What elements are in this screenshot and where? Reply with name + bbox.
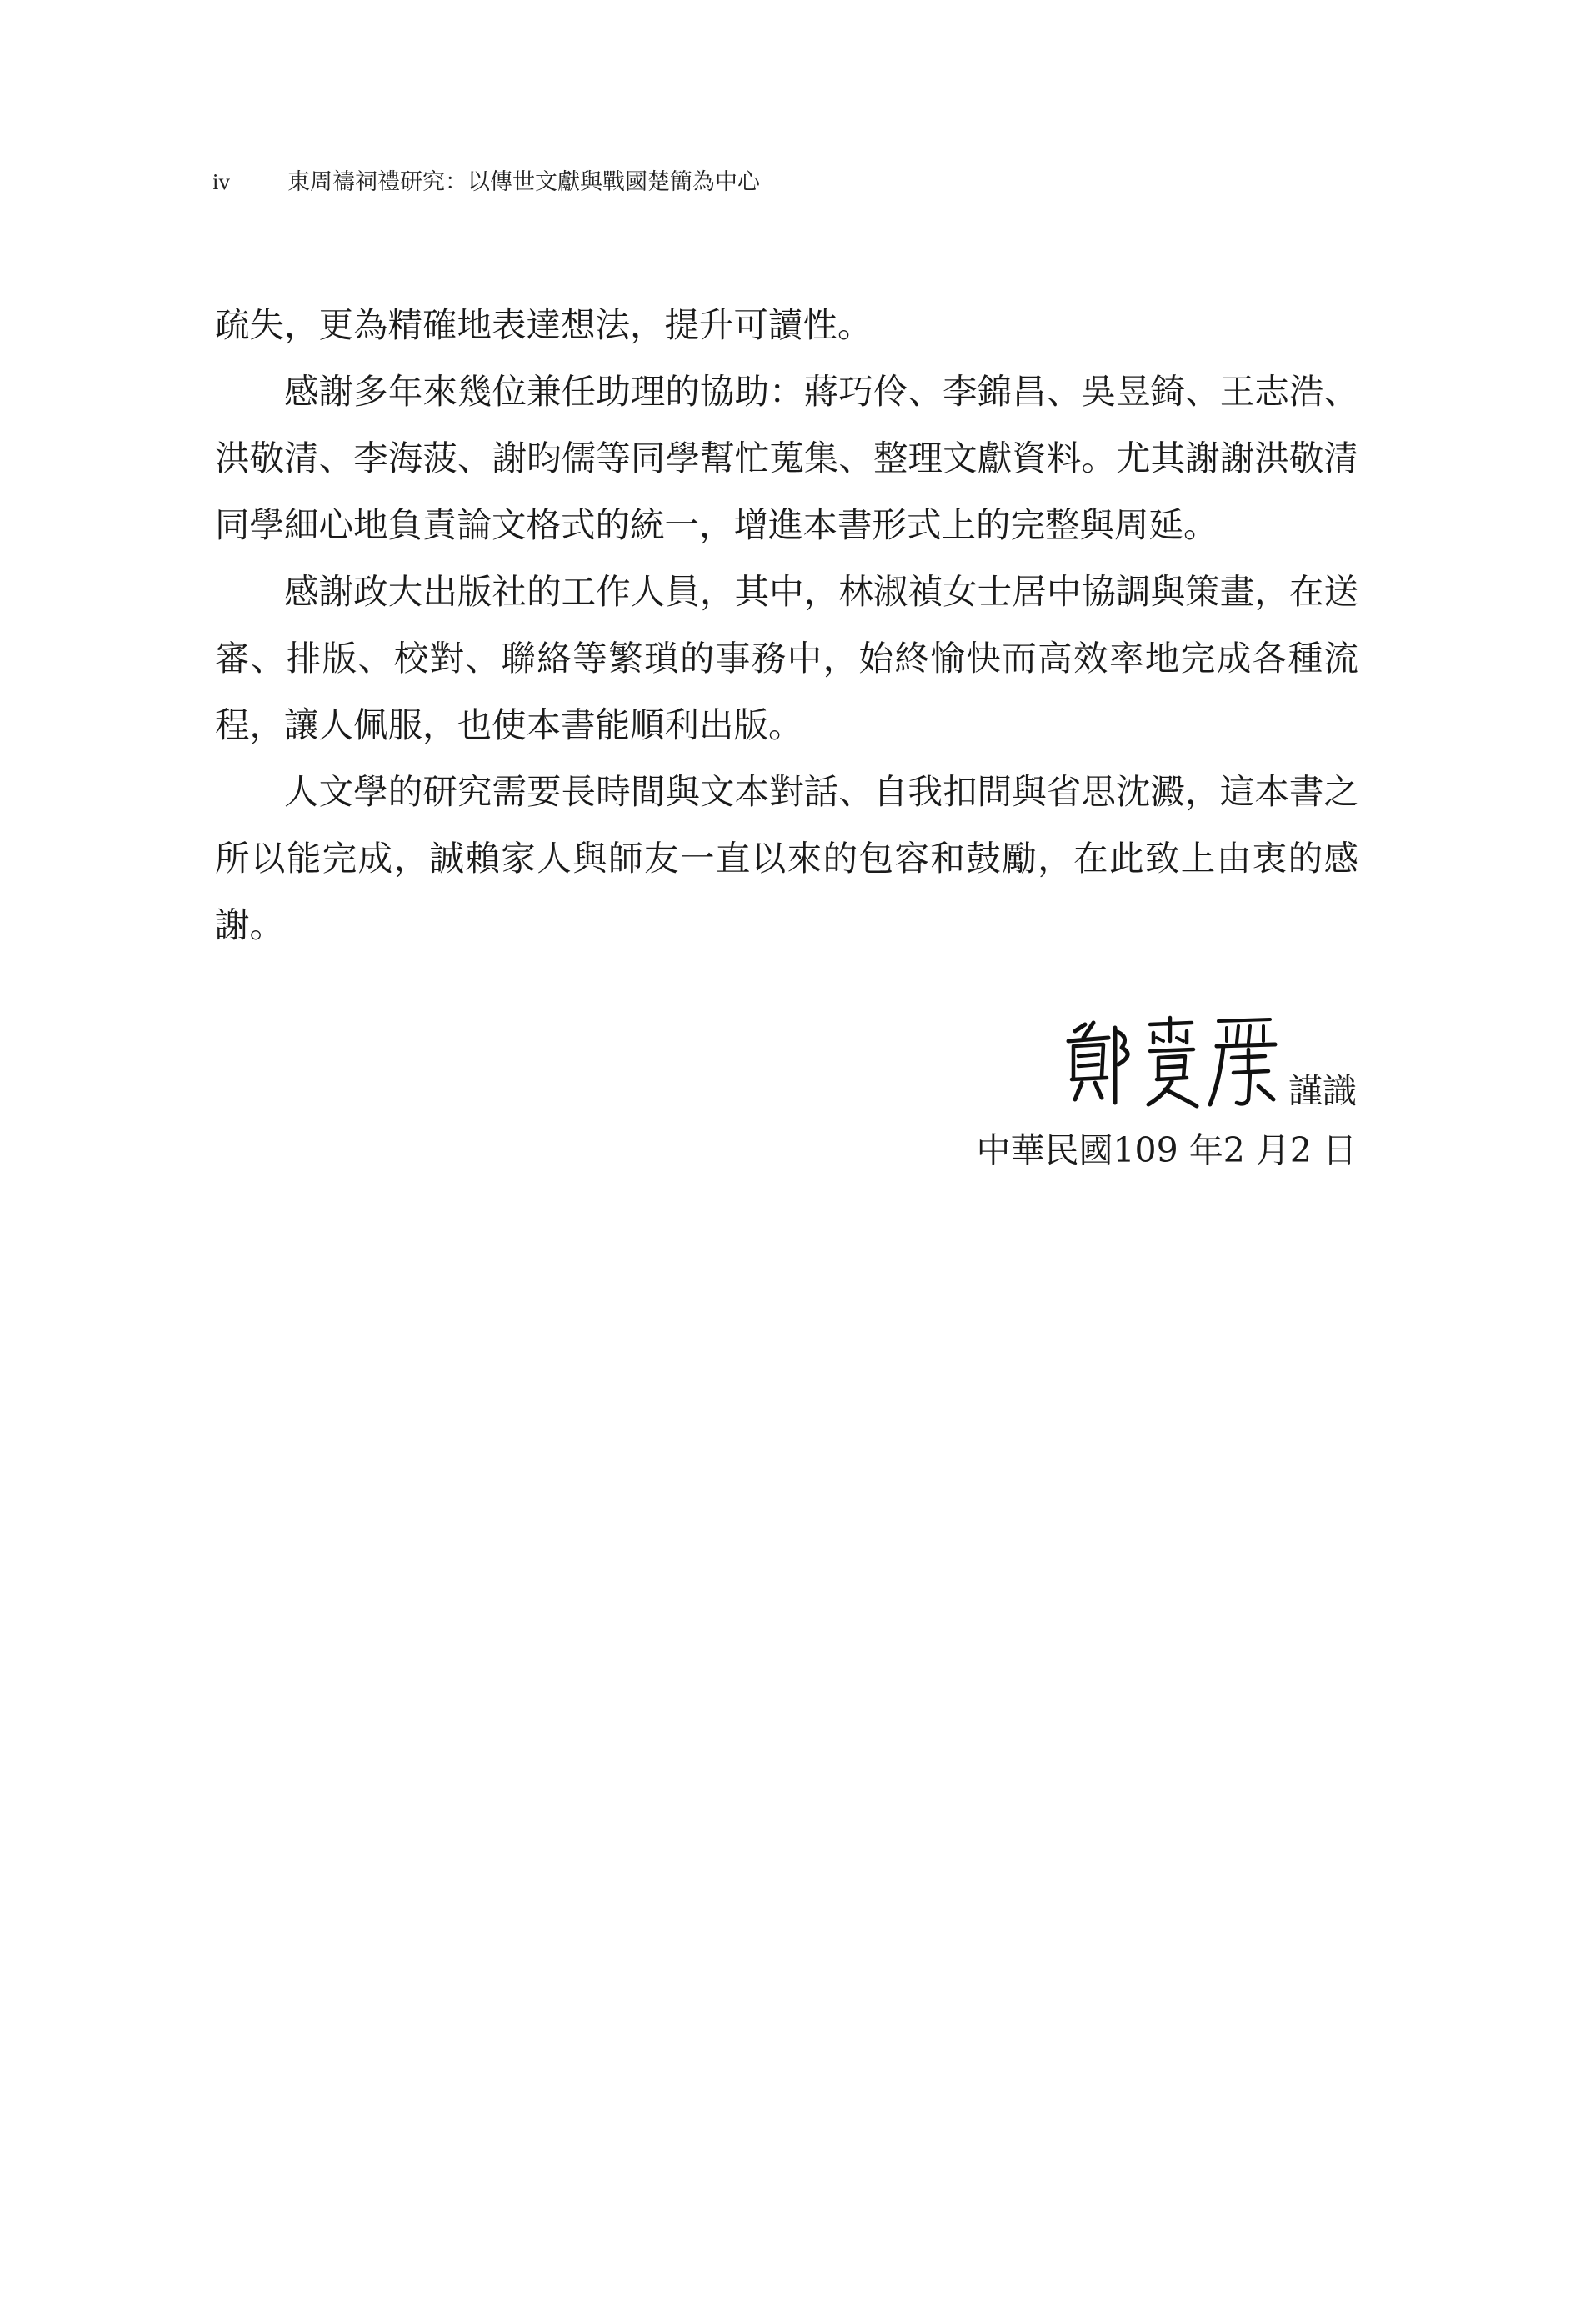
paragraph-publisher: 感謝政大出版社的工作人員，其中，林淑禎女士居中協調與策畫，在送審、排版、校對、聯絡等繁瑣的事務中，始終愉快而高效率地完成各種流程，讓人佩服，也使本書能順利出版。	[215, 571, 1358, 745]
running-title: 東周禱祠禮研究：以傳世文獻與戰國楚簡為中心	[288, 169, 760, 195]
running-header	[212, 165, 760, 199]
signature-block	[976, 1013, 1357, 1180]
signature-line	[976, 1013, 1357, 1113]
page-number: iv	[212, 169, 231, 194]
date-line: 中華民國109 年2 月2 日	[976, 1130, 1357, 1170]
paragraph-continued: 疏失，更為精確地表達想法，提升可讀性。	[215, 304, 872, 345]
signature-suffix: 謹識	[1288, 1071, 1357, 1111]
handwritten-signature	[1060, 1013, 1285, 1113]
paragraph-family: 人文學的研究需要長時間與文本對話、自我扣問與省思沈澱，這本書之所以能完成，誠賴家人與師友一直以來的包容和鼓勵，在此致上由衷的感謝。	[215, 771, 1358, 945]
paragraph-assistants: 感謝多年來幾位兼任助理的協助：蔣巧伶、李錦昌、吳昱錡、王志浩、洪敬清、李海菠、謝昀儒等同學幫忙蒐集、整理文獻資料。尤其謝謝洪敬清同學細心地負責論文格式的統一，增進本書形式上的完整與周延。	[215, 371, 1358, 545]
preface-body	[215, 292, 1358, 959]
